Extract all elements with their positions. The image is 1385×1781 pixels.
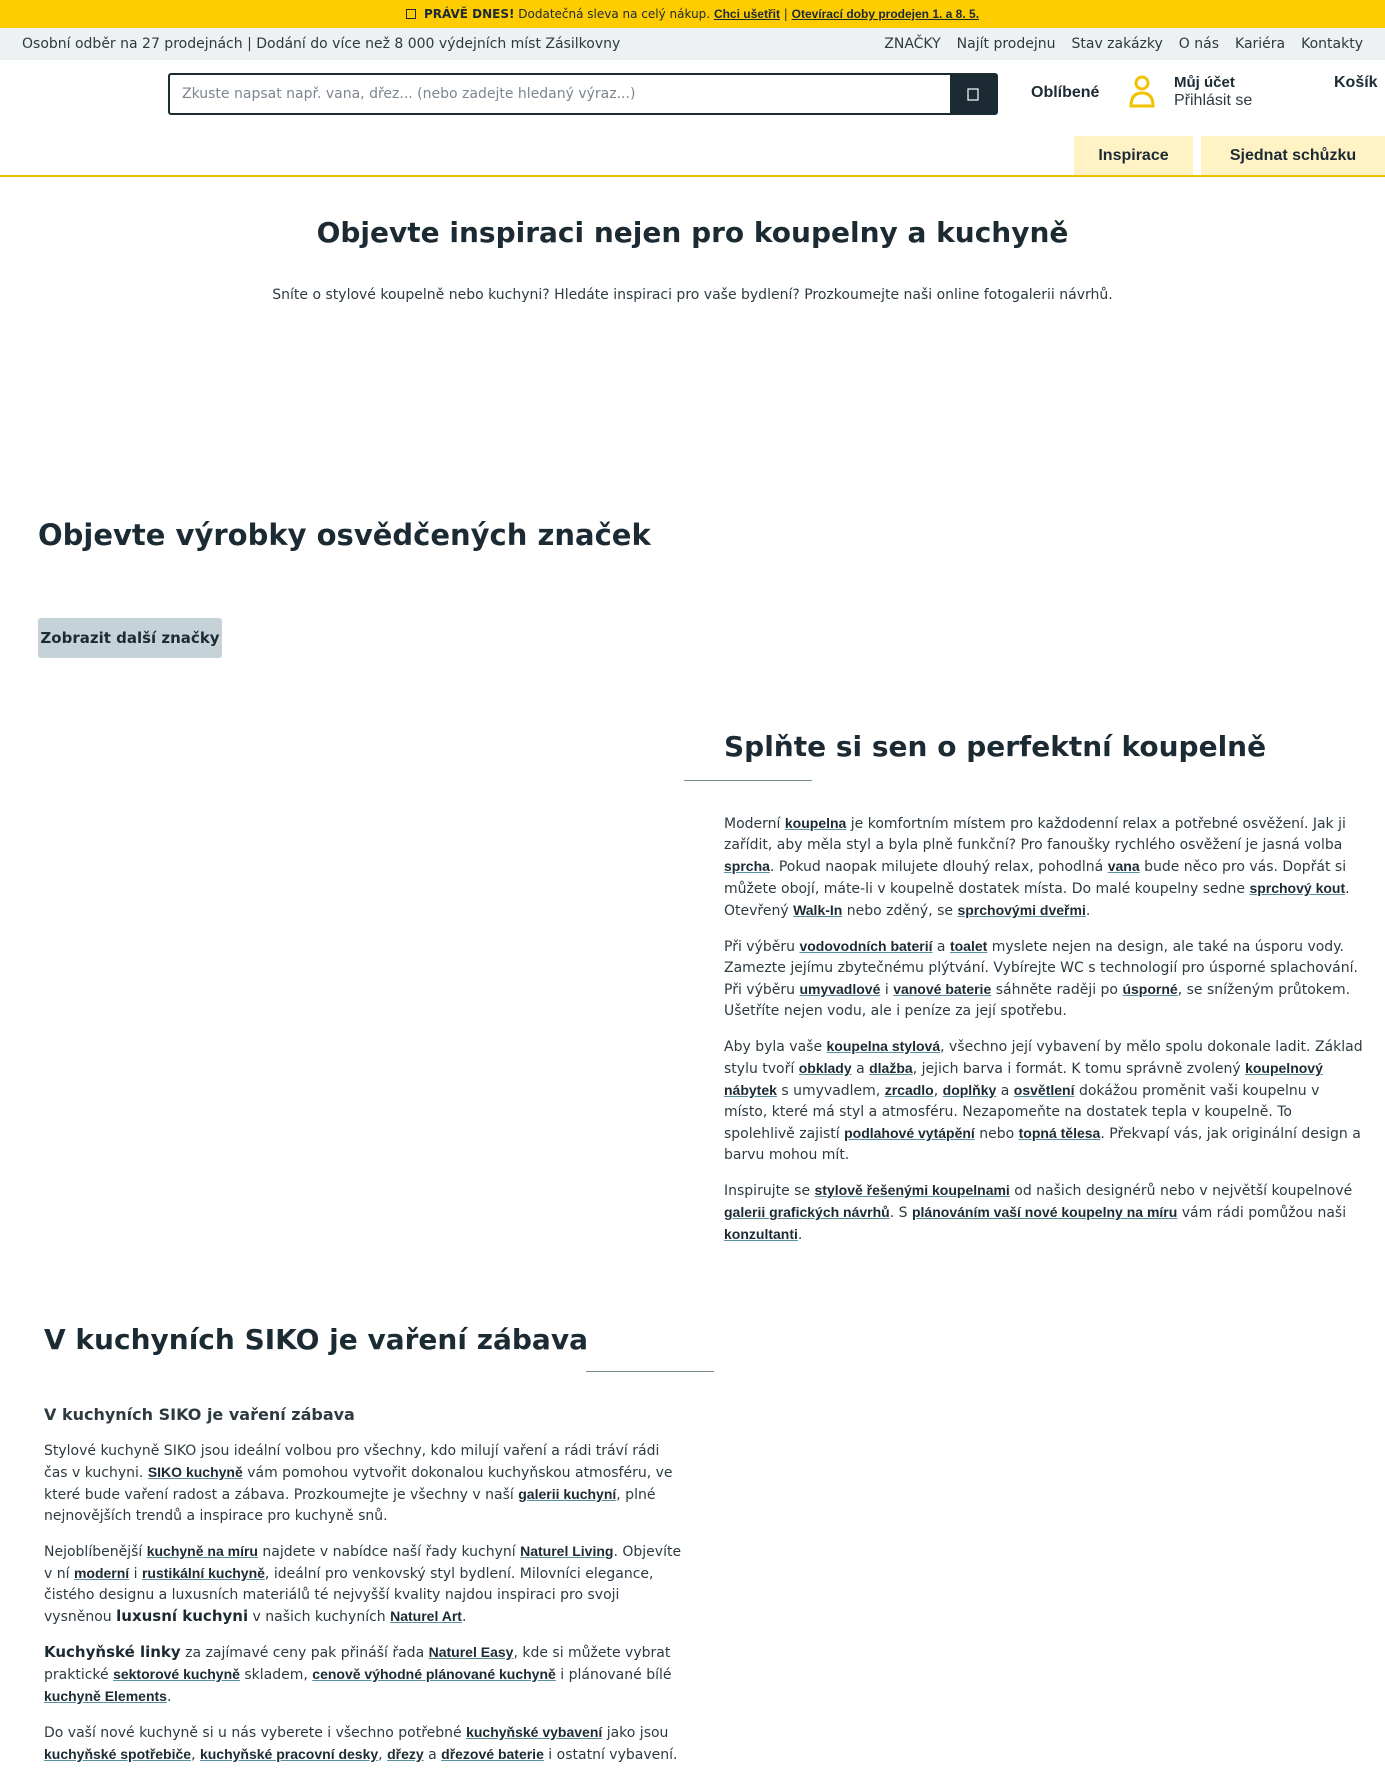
link-kitchen-gallery[interactable]: galerii kuchyní [518,1486,617,1502]
link-basin-faucet[interactable]: umyvadlové [799,981,881,997]
top-link-career[interactable]: Kariéra [1235,36,1286,52]
top-link-find-store[interactable]: Najít prodejnu [956,36,1056,52]
link-faucets[interactable]: vodovodních baterií [799,938,933,954]
kitchen-text [44,1441,686,1780]
link-naturel-art[interactable]: Naturel Art [390,1608,462,1624]
link-worktops[interactable]: kuchyňské pracovní desky [199,1746,379,1762]
info-icon [406,9,416,19]
page-subtitle: Sníte o stylové koupelně nebo kuchyni? Hledáte inspiraci pro vaše bydlení? Prozkoumejte naši online fotogalerii návrhů. [272,287,1113,303]
link-siko-kitchens[interactable]: SIKO kuchyně [147,1464,243,1480]
link-kitchen-appliances[interactable]: kuchyňské spotřebiče [44,1746,192,1762]
link-bathtub[interactable]: vana [1107,858,1140,874]
top-link-contacts[interactable]: Kontakty [1301,36,1363,52]
link-tiles[interactable]: obklady [798,1060,852,1076]
search-input[interactable] [170,75,950,113]
search-button[interactable] [950,75,996,113]
promo-text: Dodatečná sleva na celý nákup. [514,7,714,21]
user-icon[interactable] [1128,74,1156,108]
promo-bar [0,0,1385,28]
kitchen-paragraph-1: Stylové kuchyně SIKO jsou ideální volbou pro všechny, kdo milují vaření a rádi tráví rádi čas v kuchyni. SIKO kuchyně vám pomohou vytvořit dokonalou kuchyňskou atmosféru, ve které bude vaření radost a zábava. Prozkoumejte je všechny v naší galerii kuchyní, plné nejnovějších trendů a inspirace pro kuchyně snů. [44,1443,673,1524]
top-links [884,36,1363,52]
show-more-brands-button[interactable]: Zobrazit další značky [38,618,222,658]
bathroom-heading-rule [684,780,812,781]
link-shower-doors[interactable]: sprchovými dveřmi [957,902,1086,918]
link-consultants[interactable]: konzultanti [724,1226,798,1242]
link-mirror[interactable]: zrcadlo [884,1082,934,1098]
search-icon [967,88,979,101]
login-link[interactable]: Přihlásit se [1174,92,1253,109]
promo-label: PRÁVĚ DNES! [423,7,515,21]
nav-inspiration-button[interactable]: Inspirace [1074,136,1193,176]
link-sinks[interactable]: dřezy [387,1746,424,1762]
top-link-brands[interactable]: ZNAČKY [884,36,941,52]
link-accessories[interactable]: doplňky [942,1082,997,1098]
link-flooring[interactable]: dlažba [869,1060,913,1076]
bathroom-paragraph-3: Aby byla vaše koupelna stylová, všechno její vybavení by mělo spolu dokonale ladit. Základ stylu tvoří obklady a dlažba, jejich barva i formát. K tomu správně zvolený koupelnový nábytek s umyvadlem, zrcadlo, doplňky a osvětlení dokážou proměnit vaši koupelnu v místo, které má styl a atmosféru. Nezapomeňte na dostatek tepla v koupelně. To spolehlivě zajistí podlahové vytápění nebo topná tělesa. Překvapí vás, jak originální design a barvu mohou mít. [724,1038,1363,1163]
link-lighting[interactable]: osvětlení [1013,1082,1075,1098]
link-bath-faucet[interactable]: vanové baterie [893,981,992,997]
link-stylish-bathroom[interactable]: koupelna stylová [826,1038,941,1054]
link-shower-enclosure[interactable]: sprchový kout [1249,880,1346,896]
link-bathroom[interactable]: koupelna [784,815,847,831]
kitchen-paragraph-2: Nejoblíbenější kuchyně na míru najdete v nabídce naší řady kuchyní Naturel Living. Objevíte v ní moderní i rustikální kuchyně, ideální pro venkovský styl bydlení. Milovníci elegance, čistého designu a luxusních materiálů té nejvyšší kvality najdou inspiraci pro svoji vysněnou luxusní kuchyni v našich kuchyních Naturel Art. [44,1543,682,1625]
link-modern-kitchens[interactable]: moderní [73,1565,130,1581]
brands-heading: Objevte výrobky osvědčených značek [38,518,651,552]
kitchen-heading-rule [586,1371,714,1372]
link-eco-faucet[interactable]: úsporné [1122,981,1178,997]
link-shower[interactable]: sprcha [724,858,770,874]
link-rustic-kitchens[interactable]: rustikální kuchyně [141,1565,265,1581]
favorites-link[interactable]: Oblíbené [1031,84,1100,101]
top-info-bar [0,28,1385,60]
bathroom-text [724,813,1366,1260]
page-title: Objevte inspiraci nejen pro koupelny a kuchyně [316,216,1069,249]
kitchen-heading: V kuchyních SIKO je vaření zábava [44,1323,588,1356]
link-stylish-bathrooms[interactable]: stylově řešenými koupelnami [814,1182,1010,1198]
bathroom-paragraph-1: Moderní koupelna je komfortním místem pro každodenní relax a potřebné osvěžení. Jak ji zařídit, aby měla styl a byla plně funkční? Pro fanoušky rychlého osvěžení je jasná volba sprcha. Pokud naopak milujete dlouhý relax, pohodlná vana bude něco pro vás. Dopřát si můžete obojí, máte-li v koupelně dostatek místa. Do malé koupelny sedne sprchový kout. Otevřený Walk-In nebo zděný, se sprchovými dveřmi. [724,815,1350,919]
account-menu[interactable] [1174,74,1252,110]
nav-divider [0,175,1385,177]
search-bar [168,73,998,115]
link-naturel-easy[interactable]: Naturel Easy [428,1644,514,1660]
bathroom-heading: Splňte si sen o perfektní koupelně [724,730,1267,763]
link-toilets[interactable]: toalet [949,938,988,954]
bathroom-paragraph-2: Při výběru vodovodních baterií a toalet myslete nejen na design, ale také na úsporu vody. Zamezte jejímu zbytečnému plýtvání. Vybírejte WC s technologií pro úsporné splachování. Při výběru umyvadlové i vanové baterie sáhněte raději po úsporné, se sníženým průtokem. Ušetříte nejen vodu, ale i peníze za její spotřebu. [724,938,1358,1019]
link-radiators[interactable]: topná tělesa [1018,1125,1101,1141]
promo-save-link[interactable]: Chci ušetřit [713,7,780,21]
link-bathroom-planning[interactable]: plánováním vaší nové koupelny na míru [911,1204,1178,1220]
link-sink-faucets[interactable]: dřezové baterie [441,1746,544,1762]
delivery-info: Osobní odběr na 27 prodejnách | Dodání do více než 8 000 výdejních míst Zásilkovny [22,36,621,52]
kitchen-paragraph-4: Do vaší nové kuchyně si u nás vyberete i všechno potřebné kuchyňské vybavení jako jsou kuchyňské spotřebiče, kuchyňské pracovní desky, dřezy a dřezové baterie i ostatní vybavení. [44,1724,678,1763]
top-link-about[interactable]: O nás [1178,36,1220,52]
cart-link[interactable]: Košík [1334,74,1378,91]
bathroom-paragraph-4: Inspirujte se stylově řešenými koupelnami od našich designérů nebo v největší koupelnové galerii grafických návrhů. S plánováním vaší nové koupelny na míru vám rádi pomůžou naši konzultanti. [724,1182,1353,1243]
account-title: Můj účet [1174,74,1235,91]
link-kitchen-elements[interactable]: kuchyně Elements [44,1688,167,1704]
kitchen-subheading: V kuchyních SIKO je vaření zábava [44,1405,355,1424]
link-bathroom-furniture[interactable]: koupelnový nábytek [724,1060,1323,1098]
kitchen-paragraph-3: Kuchyňské linky za zajímavé ceny pak přináší řada Naturel Easy, kde si můžete vybrat praktické sektorové kuchyně skladem, cenově výhodné plánované kuchyně i plánované bílé kuchyně Elements. [44,1643,672,1705]
top-link-order-status[interactable]: Stav zakázky [1071,36,1163,52]
link-sector-kitchens[interactable]: sektorové kuchyně [113,1666,240,1682]
link-planned-kitchens[interactable]: cenově výhodné plánované kuchyně [312,1666,556,1682]
nav-appointment-button[interactable]: Sjednat schůzku [1201,136,1385,176]
link-naturel-living[interactable]: Naturel Living [520,1543,614,1559]
link-walk-in[interactable]: Walk-In [793,902,843,918]
link-floor-heating[interactable]: podlahové vytápění [844,1125,975,1141]
link-custom-kitchens[interactable]: kuchyně na míru [146,1543,258,1559]
promo-separator: | [779,7,792,21]
link-design-gallery[interactable]: galerii grafických návrhů [724,1204,890,1220]
promo-opening-hours-link[interactable]: Otevírací doby prodejen 1. a 8. 5. [791,7,980,21]
link-kitchen-equipment[interactable]: kuchyňské vybavení [466,1724,603,1740]
